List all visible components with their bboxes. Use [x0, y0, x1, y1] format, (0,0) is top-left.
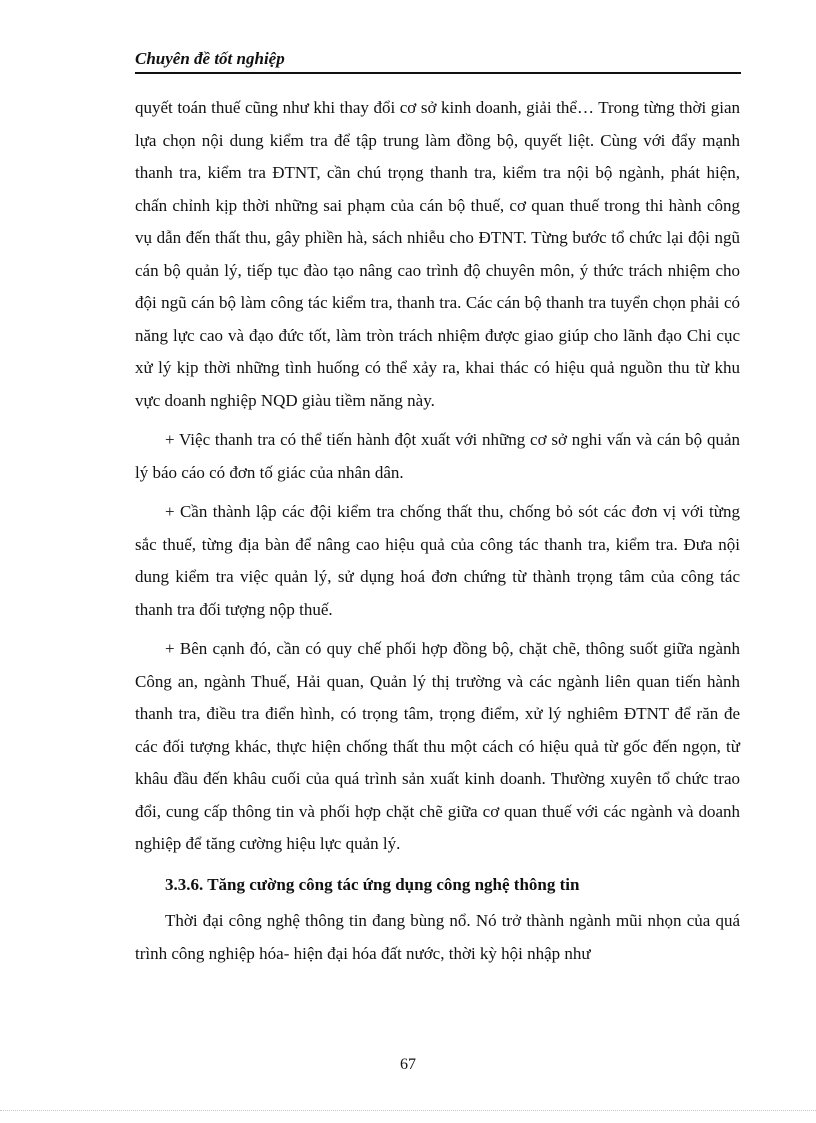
- paragraph-bullet-3: + Bên cạnh đó, cần có quy chế phối hợp đồng bộ, chặt chẽ, thông suốt giữa ngành Công an, ngành Thuế, Hải quan, Quản lý thị trường và các ngành liên quan tiến hành thanh tra, điều tra điển hình, có trọng tâm, trọng điểm, xử lý nghiêm ĐTNT để răn đe các đối tượng khác, thực hiện chống thất thu một cách có hiệu quả từ gốc đến ngọn, từ khâu đầu đến khâu cuối của quá trình sản xuất kinh doanh. Thường xuyên tổ chức trao đổi, cung cấp thông tin và phối hợp chặt chẽ giữa cơ quan thuế với các ngành và doanh nghiệp để tăng cường hiệu lực quản lý.: [135, 639, 740, 853]
- section-paragraph: Thời đại công nghệ thông tin đang bùng nổ. Nó trở thành ngành mũi nhọn của quá trình công nghiệp hóa- hiện đại hóa đất nước, thời kỳ hội nhập như: [135, 911, 740, 963]
- paragraph-bullet-2: + Cần thành lập các đội kiểm tra chống thất thu, chống bỏ sót các đơn vị với từng sắc thuế, từng địa bàn để nâng cao hiệu quả của công tác thanh tra, kiểm tra. Đưa nội dung kiểm tra việc quản lý, sử dụng hoá đơn chứng từ thành trọng tâm của công tác thanh tra đối tượng nộp thuế.: [135, 502, 740, 619]
- paragraph-continued: quyết toán thuế cũng như khi thay đổi cơ sở kinh doanh, giải thể… Trong từng thời gian lựa chọn nội dung kiểm tra để tập trung làm đồng bộ, quyết liệt. Cùng với đẩy mạnh thanh tra, kiểm tra ĐTNT, cần chú trọng thanh tra, kiểm tra nội bộ ngành, phát hiện, chấn chỉnh kịp thời những sai phạm của cán bộ thuế, cơ quan thuế trong thi hành công vụ dẫn đến thất thu, gây phiền hà, sách nhiễu cho ĐTNT. Từng bước tổ chức lại đội ngũ cán bộ quản lý, tiếp tục đào tạo nâng cao trình độ chuyên môn, ý thức trách nhiệm cho đội ngũ cán bộ làm công tác kiểm tra, thanh tra. Các cán bộ thanh tra tuyển chọn phải có năng lực cao và đạo đức tốt, làm tròn trách nhiệm được giao giúp cho lãnh đạo Chi cục xử lý kịp thời những tình huống có thể xảy ra, khai thác có hiệu quả nguồn thu từ khu vực doanh nghiệp NQD giàu tiềm năng này.: [135, 98, 740, 410]
- page-bottom-divider: [0, 1110, 816, 1111]
- header-title: Chuyên đề tốt nghiệp: [135, 49, 285, 68]
- body-text: [135, 92, 740, 970]
- section-heading: 3.3.6. Tăng cường công tác ứng dụng công nghệ thông tin: [165, 874, 580, 894]
- paragraph-bullet-1: + Việc thanh tra có thể tiến hành đột xuất với những cơ sở nghi vấn và cán bộ quản lý báo cáo có đơn tố giác của nhân dân.: [135, 430, 740, 482]
- page-header: [135, 48, 741, 74]
- page-number: 67: [400, 1056, 416, 1073]
